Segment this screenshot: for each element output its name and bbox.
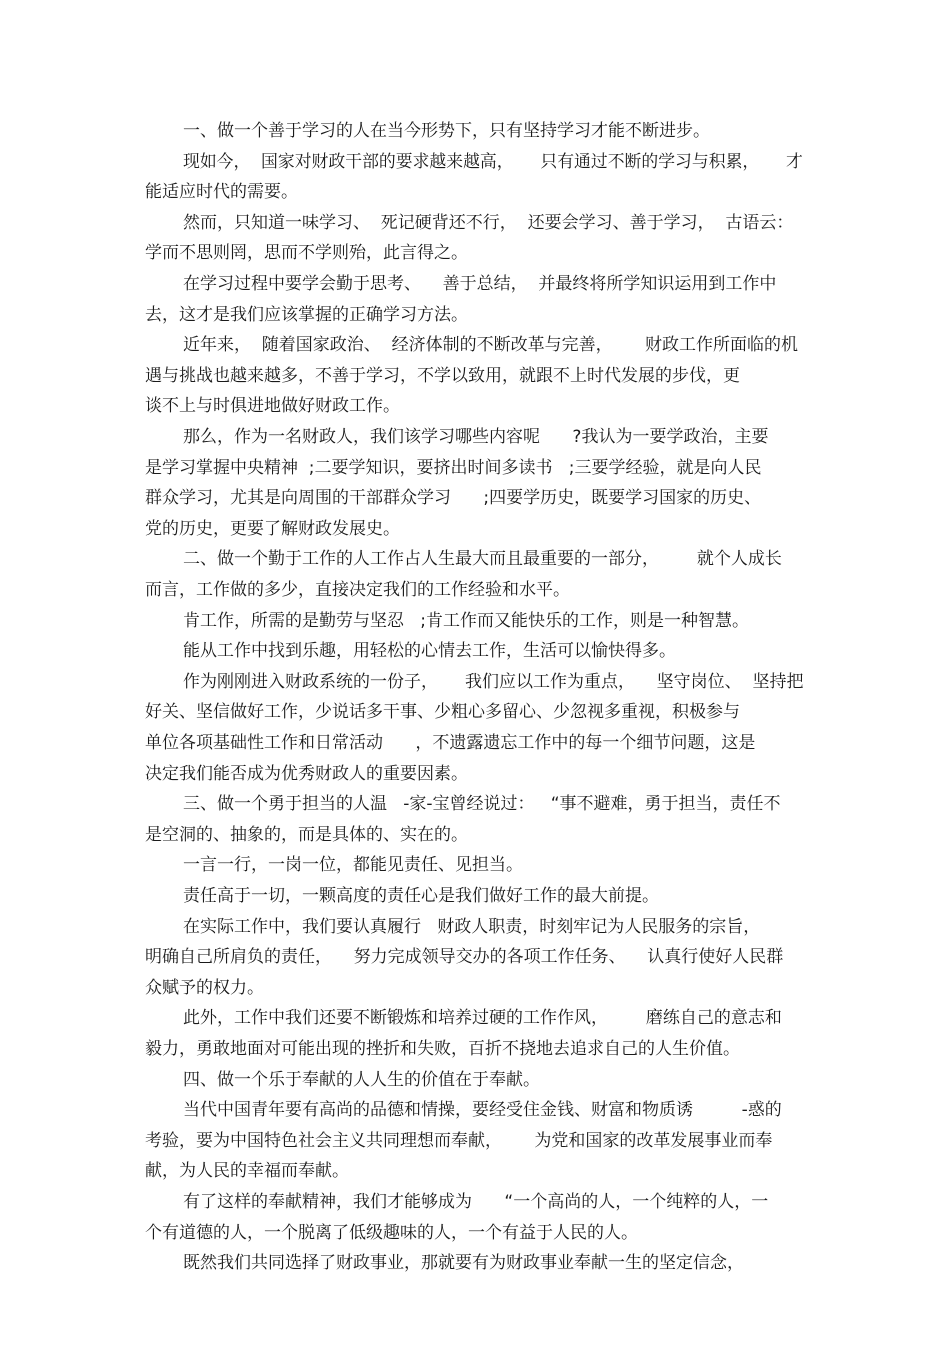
text-line: 毅力，勇敢地面对可能出现的挫折和失败，百折不挠地去追求自己的人生价值。 [145, 1039, 740, 1059]
text-line: 是空洞的、抽象的，而是具体的、实在的。 [145, 825, 468, 845]
text-line: 现如今， 国家对财政干部的要求越来越高， 只有通过不断的学习与积累， 才 [183, 152, 803, 172]
text-line: 当代中国青年要有高尚的品德和情操，要经受住金钱、财富和物质诱 -惑的 [183, 1100, 782, 1120]
text-line: 群众学习，尤其是向周围的干部群众学习 ;四要学历史，既要学习国家的历史、 [145, 488, 762, 508]
text-line: 责任高于一切，一颗高度的责任心是我们做好工作的最大前提。 [183, 886, 659, 906]
text-line: 然而，只知道一味学习、 死记硬背还不行， 还要会学习、善于学习， 古语云： [183, 213, 794, 233]
text-line: 肯工作，所需的是勤劳与坚忍 ;肯工作而又能快乐的工作，则是一种智慧。 [183, 611, 749, 631]
text-line: 考验，要为中国特色社会主义共同理想而奉献， 为党和国家的改革发展事业而奉 [145, 1131, 773, 1151]
text-line: 作为刚刚进入财政系统的一份子， 我们应以工作为重点， 坚守岗位、 坚持把 [183, 672, 804, 692]
text-line: 单位各项基础性工作和日常活动 ，不遗露遗忘工作中的每一个细节问题，这是 [145, 733, 756, 753]
text-line: 三、做一个勇于担当的人温 -家-宝曾经说过： “事不避难，勇于担当，责任不 [183, 794, 781, 814]
text-line: 在学习过程中要学会勤于思考、 善于总结， 并最终将所学知识运用到工作中 [183, 274, 777, 294]
text-line: 谈不上与时俱进地做好财政工作。 [145, 396, 400, 416]
text-line: 献，为人民的幸福而奉献。 [145, 1161, 349, 1181]
text-line: 一言一行，一岗一位，都能见责任、见担当。 [183, 855, 523, 875]
text-line: 好关、坚信做好工作，少说话多干事、少粗心多留心、少忽视多重视，积极参与 [145, 702, 740, 722]
text-line: 能从工作中找到乐趣，用轻松的心情去工作，生活可以愉快得多。 [183, 641, 676, 661]
text-line: 二、做一个勤于工作的人工作占人生最大而且最重要的一部分， 就个人成长 [183, 549, 782, 569]
text-line: 在实际工作中，我们要认真履行 财政人职责，时刻牢记为人民服务的宗旨， [183, 917, 761, 937]
text-line: 既然我们共同选择了财政事业，那就要有为财政事业奉献一生的坚定信念， [183, 1253, 744, 1273]
text-line: 那么，作为一名财政人，我们该学习哪些内容呢 ?我认为一要学政治，主要 [183, 427, 769, 447]
text-line: 个有道德的人，一个脱离了低级趣味的人，一个有益于人民的人。 [145, 1223, 638, 1243]
text-line: 是学习掌握中央精神 ;二要学知识，要挤出时间多读书 ;三要学经验，就是向人民 [145, 458, 762, 478]
text-line: 决定我们能否成为优秀财政人的重要因素。 [145, 764, 468, 784]
text-line: 四、做一个乐于奉献的人人生的价值在于奉献。 [183, 1070, 540, 1090]
text-line: 明确自己所肩负的责任， 努力完成领导交办的各项工作任务、 认真行使好人民群 [145, 947, 784, 967]
text-line: 众赋予的权力。 [145, 978, 264, 998]
text-line: 而言，工作做的多少，直接决定我们的工作经验和水平。 [145, 580, 570, 600]
text-line: 一、做一个善于学习的人在当今形势下，只有坚持学习才能不断进步。 [183, 121, 710, 141]
text-line: 遇与挑战也越来越多，不善于学习，不学以致用，就跟不上时代发展的步伐，更 [145, 366, 740, 386]
text-line: 学而不思则罔，思而不学则殆，此言得之。 [145, 243, 468, 263]
text-line: 去，这才是我们应该掌握的正确学习方法。 [145, 305, 468, 325]
text-line: 有了这样的奉献精神，我们才能够成为 “一个高尚的人，一个纯粹的人，一 [183, 1192, 769, 1212]
text-line: 近年来， 随着国家政治、 经济体制的不断改革与完善， 财政工作所面临的机 [183, 335, 799, 355]
text-line: 党的历史，更要了解财政发展史。 [145, 519, 400, 539]
text-line: 此外，工作中我们还要不断锻炼和培养过硬的工作作风， 磨练自己的意志和 [183, 1008, 782, 1028]
text-line: 能适应时代的需要。 [145, 182, 298, 202]
